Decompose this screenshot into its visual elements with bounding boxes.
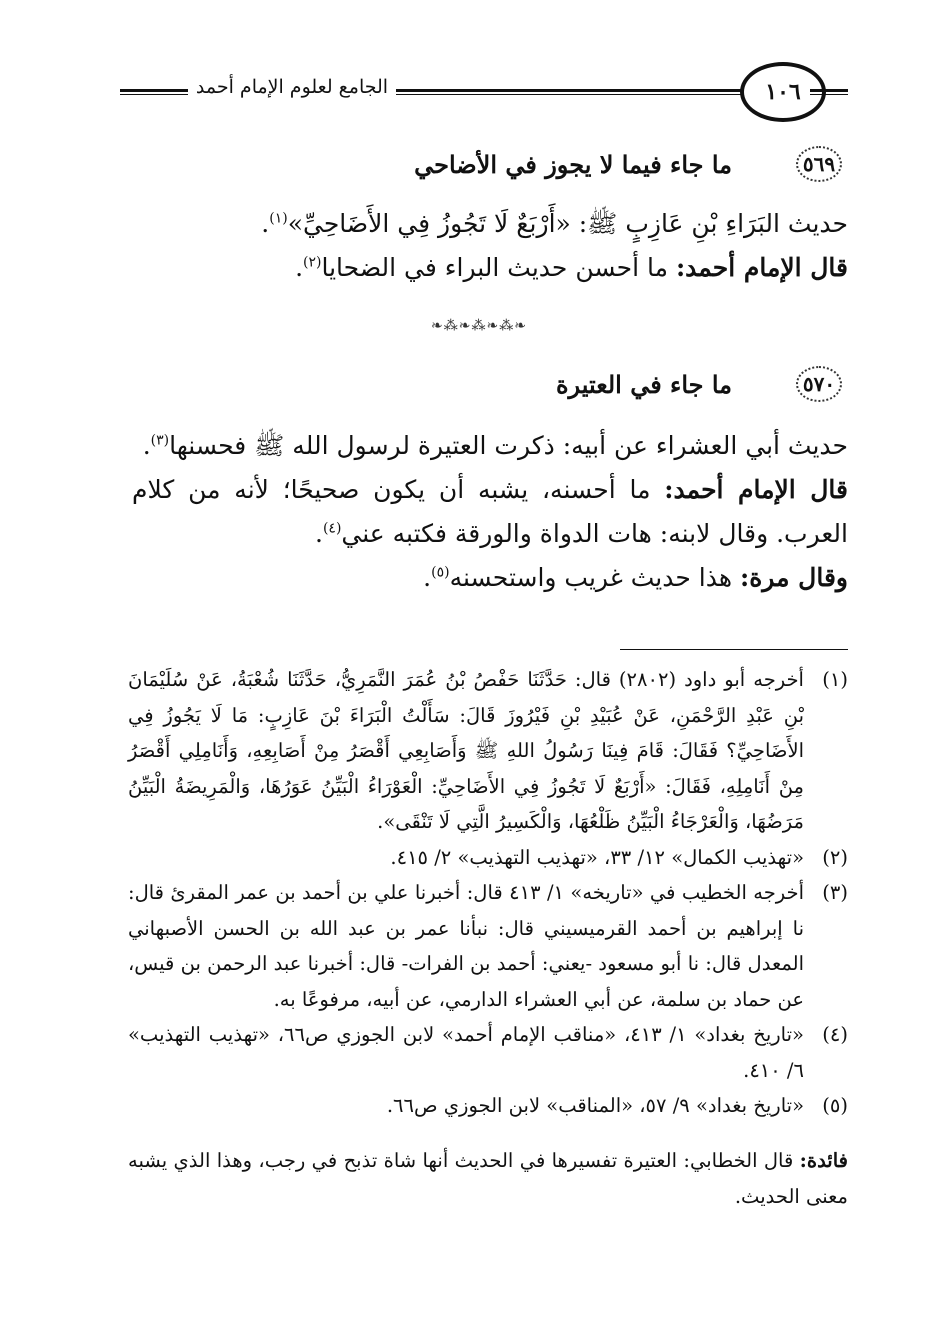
ornament-divider: ❧⁂❧⁂❧⁂❧	[431, 318, 527, 334]
header-rule-left	[120, 89, 188, 95]
speaker-label: قال الإمام أحمد:	[664, 475, 848, 504]
footnote-5	[128, 1088, 848, 1124]
line-end: .	[295, 253, 304, 282]
line-end: .	[142, 431, 151, 460]
header-rule-middle	[396, 89, 746, 95]
footnotes	[128, 662, 848, 1234]
hadith-line	[138, 202, 848, 246]
footnote-ref: (١)	[269, 210, 288, 227]
section-title: ما جاء فيما لا يجوز في الأضاحي	[414, 149, 732, 179]
footnote-ref: (٥)	[431, 564, 450, 581]
comment-text: هذا حديث غريب واستحسنه	[449, 563, 740, 592]
page-number: ١٠٦	[765, 79, 801, 105]
section-heading-569	[414, 142, 848, 186]
header-rule-right	[810, 89, 848, 95]
page-header	[120, 62, 848, 120]
hadith-line	[132, 424, 848, 468]
footnote-4	[128, 1017, 848, 1088]
section-number-badge	[790, 362, 848, 406]
benefit-text: قال الخطابي: العتيرة تفسيرها في الحديث أنها شاة تذبح في رجب، وهذا الذي يشبه معنى الحديث.	[128, 1149, 848, 1208]
footnote-number: (٤)	[822, 1023, 848, 1046]
imam-comment-line	[138, 246, 848, 290]
footnote-2	[128, 840, 848, 876]
speaker-label: قال الإمام أحمد:	[675, 253, 848, 282]
section-body-569	[138, 202, 848, 290]
footnote-3	[128, 875, 848, 1017]
footnote-1	[128, 662, 848, 840]
comment-text: ما أحسن حديث البراء في الضحايا	[321, 253, 676, 282]
footnote-text: أخرجه الخطيب في «تاريخه» ١/ ٤١٣ قال: أخبرنا علي بن أحمد بن عمر المقرئ قال: نا إبراهيم بن أحمد القرميسيني قال: نبأنا عمر بن عبد الله بن الحسن الأصبهاني المعدل قال: نا أبو مسعود -يعني: أحمد بن الفرات- قال: أخبرنا عبد الرحمن بن قيس، عن حماد بن سلمة، عن أبي العشراء الدارمي، عن أبيه، مرفوعًا به.	[128, 881, 804, 1011]
section-title: ما جاء في العتيرة	[555, 369, 732, 399]
comment-text: ما أحسنه، يشبه أن يكون صحيحًا؛ لأنه من كلام العرب. وقال لابنه: هات الدواة والورقة فكتبه عني	[132, 475, 848, 548]
footnote-number: (٣)	[822, 881, 848, 904]
hadith-text: حديث أبي العشراء عن أبيه: ذكرت العتيرة لرسول الله ﷺ فحسنها	[169, 431, 848, 460]
footnote-text: «تاريخ بغداد» ١/ ٤١٣، «مناقب الإمام أحمد» لابن الجوزي ص٦٦، «تهذيب التهذيب» ٦/ ٤١٠.	[128, 1023, 804, 1082]
line-end: .	[261, 209, 270, 238]
section-number-badge	[790, 142, 848, 186]
footnote-text: «تاريخ بغداد» ٩/ ٥٧، «المناقب» لابن الجوزي ص٦٦.	[386, 1094, 804, 1117]
benefit-label: فائدة:	[799, 1149, 848, 1172]
footnote-ref: (٣)	[150, 432, 170, 449]
line-end: .	[423, 563, 432, 592]
section-body-570	[132, 424, 848, 600]
section-number: ٥٦٩	[802, 152, 836, 176]
imam-comment-line	[132, 468, 848, 556]
section-number: ٥٧٠	[802, 372, 836, 396]
footnote-number: (١)	[822, 668, 848, 691]
footnote-separator	[620, 649, 848, 650]
running-title: الجامع لعلوم الإمام أحمد	[195, 76, 389, 98]
footnote-number: (٢)	[822, 845, 848, 869]
footnote-number: (٥)	[822, 1094, 848, 1117]
benefit-note	[128, 1143, 848, 1214]
speaker-label: وقال مرة:	[739, 563, 848, 592]
another-comment-line	[132, 556, 848, 600]
footnote-ref: (٤)	[322, 520, 342, 537]
footnote-text: أخرجه أبو داود (٢٨٠٢) قال: حَدَّثَنَا حَفْصُ بْنُ عُمَرَ النَّمَرِيُّ، حَدَّثَنَا شُعْبَةُ، عَنْ سُلَيْمَانَ بْنِ عَبْدِ الرَّحْمَنِ، عَنْ عُبَيْدِ بْنِ فَيْرُوزَ قَالَ: سَأَلْتُ الْبَرَاءَ بْنَ عَازِبٍ: مَا لَا يَجُوزُ فِي الأَضَاحِيِّ؟ فَقَالَ: قَامَ فِينَا رَسُولُ اللهِ ﷺ وَأَصَابِعِي أَقْصَرُ مِنْ أَصَابِعِهِ، وَأَنَامِلِي أَقْصَرُ مِنْ أَنَامِلِهِ، فَقَالَ: «أَرْبَعٌ لَا تَجُوزُ فِي الأَضَاحِيِّ: الْعَوْرَاءُ الْبَيِّنُ عَوَرُهَا، وَالْمَرِيضَةُ الْبَيِّنُ مَرَضُهَا، وَالْعَرْجَاءُ الْبَيِّنُ ظَلْعُهَا، وَالْكَسِيرُ الَّتِي لَا تَنْقَى».	[128, 668, 804, 833]
section-heading-570	[556, 362, 848, 406]
footnote-ref: (٢)	[303, 254, 322, 271]
line-end: .	[314, 519, 323, 548]
hadith-text: حديث البَرَاءِ بْنِ عَازِبٍ ﷺ: «أَرْبَعٌ لَا تَجُوزُ فِي الأَضَاحِيِّ»	[287, 209, 848, 238]
footnote-text: «تهذيب الكمال» ١٢/ ٣٣، «تهذيب التهذيب» ٢/ ٤١٥.	[390, 845, 804, 869]
